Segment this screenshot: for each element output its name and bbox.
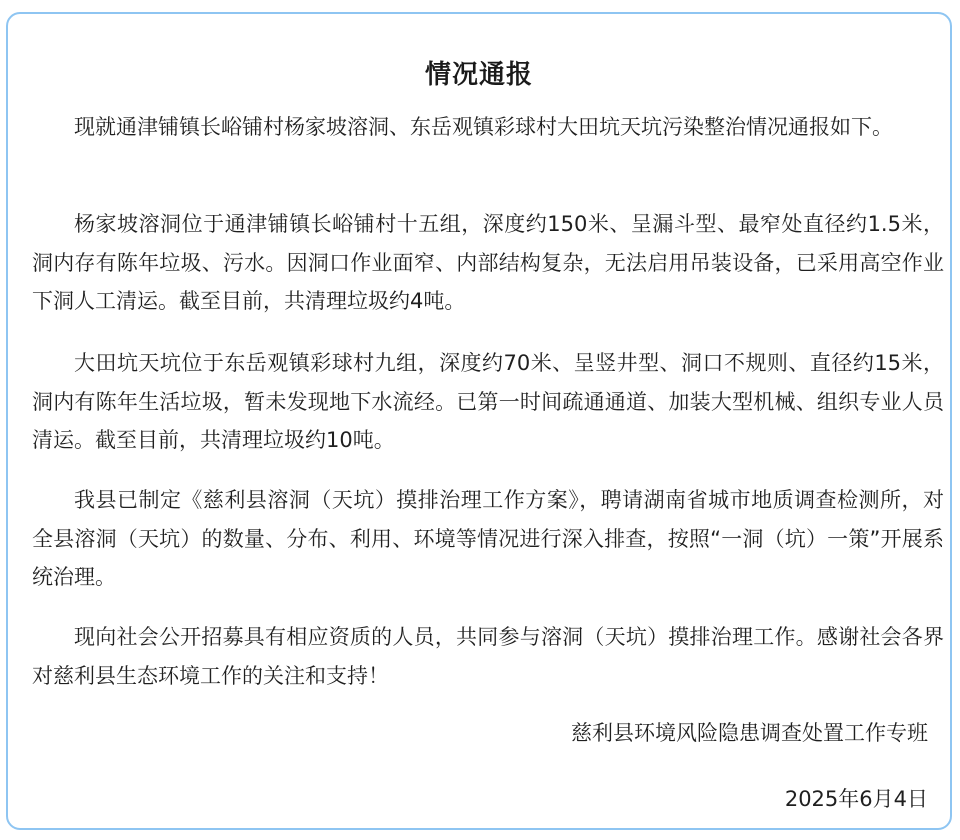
- paragraph-text: 我县已制定《慈利县溶洞（天坑）摸排治理工作方案》，聘请湖南省城市地质调查检测所，对全县溶洞（天坑）的数量、分布、利用、环境等情况进行深入排查，按照“一洞（坑）一策”开展系统治理。: [32, 488, 944, 589]
- paragraph-text: 现向社会公开招募具有相应资质的人员，共同参与溶洞（天坑）摸排治理工作。感谢社会各界对慈利县生态环境工作的关注和支持！: [32, 625, 944, 688]
- signature-organization: 慈利县环境风险隐患调查处置工作专班: [571, 721, 928, 745]
- paragraph-recruitment: [32, 618, 944, 695]
- paragraph-governance-plan: [32, 481, 944, 597]
- paragraph-intro: [32, 108, 944, 147]
- notice-title: 情况通报: [424, 60, 533, 90]
- paragraph-datiankeng-sinkhole: [32, 344, 944, 460]
- paragraph-text: 现就通津铺镇长峪铺村杨家坡溶洞、东岳观镇彩球村大田坑天坑污染整治情况通报如下。: [74, 115, 893, 139]
- paragraph-yangjiapo-cave: [32, 205, 944, 321]
- paragraph-text: 杨家坡溶洞位于通津铺镇长峪铺村十五组，深度约150米、呈漏斗型、最窄处直径约1.5米，洞内存有陈年垃圾、污水。因洞口作业面窄、内部结构复杂，无法启用吊装设备，已采用高空作业下洞人工清运。截至目前，共清理垃圾约4吨。: [32, 212, 944, 313]
- notice-date: 2025年6月4日: [784, 787, 928, 811]
- notice-card: [6, 12, 952, 830]
- paragraph-text: 大田坑天坑位于东岳观镇彩球村九组，深度约70米、呈竖井型、洞口不规则、直径约15米，洞内有陈年生活垃圾，暂未发现地下水流经。已第一时间疏通通道、加装大型机械、组织专业人员清运。截至目前，共清理垃圾约10吨。: [32, 351, 944, 452]
